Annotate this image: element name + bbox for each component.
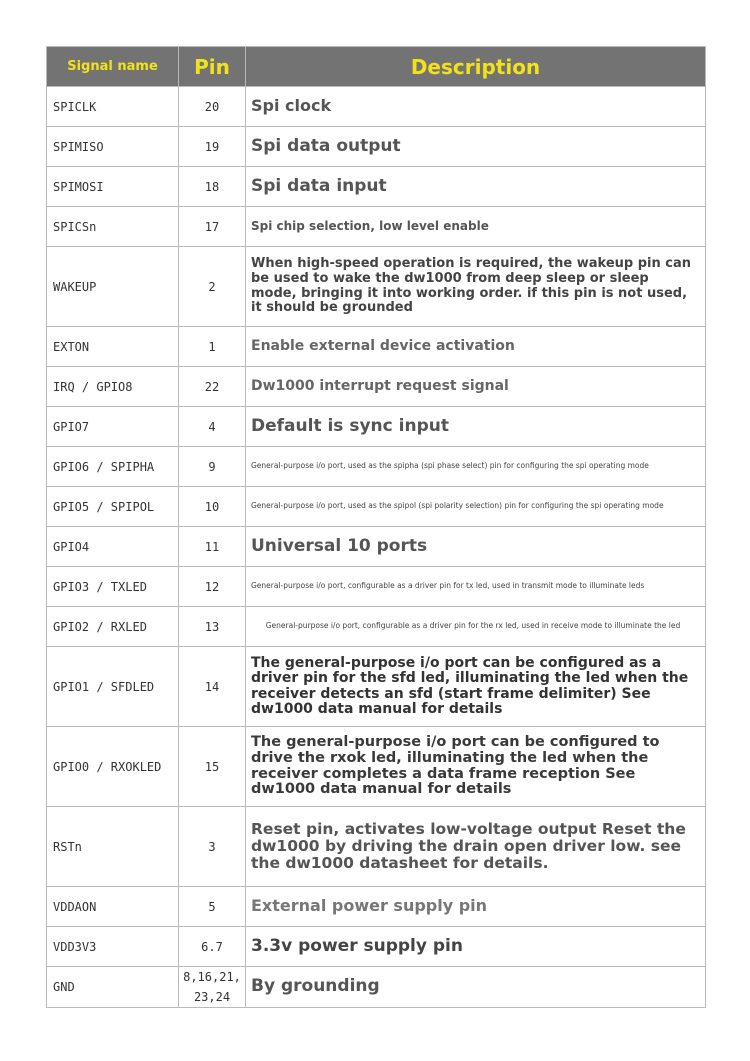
table-row [47,247,706,327]
pin-cell: 10 [179,487,246,527]
signal-name-cell: SPIMISO [47,127,179,167]
pin-cell: 17 [179,207,246,247]
table-row [47,407,706,447]
description-cell: Dw1000 interrupt request signal [246,367,706,407]
signal-name-cell: GPIO4 [47,527,179,567]
table-row [47,607,706,647]
pin-cell: 8,16,21,23,24 [179,967,246,1008]
pin-cell: 19 [179,127,246,167]
pin-cell: 20 [179,87,246,127]
pin-description-table [46,46,706,1008]
description-cell: Reset pin, activates low-voltage output Reset the dw1000 by driving the drain open driver low. see the dw1000 datasheet for details. [246,807,706,887]
pin-cell: 6.7 [179,927,246,967]
description-cell: When high-speed operation is required, the wakeup pin can be used to wake the dw1000 from deep sleep or sleep mode, bringing it into working order. if this pin is not used, it should be grounded [246,247,706,327]
header-signal-name: Signal name [47,47,179,87]
signal-name-cell: IRQ / GPIO8 [47,367,179,407]
signal-name-cell: SPICSn [47,207,179,247]
table-row [47,207,706,247]
description-cell: General-purpose i/o port, used as the spipha (spi phase select) pin for configuring the spi operating mode [246,447,706,487]
pin-cell: 22 [179,367,246,407]
table-row [47,167,706,207]
header-pin: Pin [179,47,246,87]
table-row [47,927,706,967]
table-row [47,87,706,127]
signal-name-cell: VDD3V3 [47,927,179,967]
signal-name-cell: GPIO2 / RXLED [47,607,179,647]
pin-cell: 13 [179,607,246,647]
pin-cell: 2 [179,247,246,327]
table-row [47,447,706,487]
signal-name-cell: GPIO7 [47,407,179,447]
description-cell: The general-purpose i/o port can be configured to drive the rxok led, illuminating the led when the receiver completes a data frame reception See dw1000 data manual for details [246,727,706,807]
signal-name-cell: GND [47,967,179,1008]
pin-cell: 5 [179,887,246,927]
signal-name-cell: GPIO6 / SPIPHA [47,447,179,487]
signal-name-cell: GPIO3 / TXLED [47,567,179,607]
description-cell: The general-purpose i/o port can be configured as a driver pin for the sfd led, illuminating the led when the receiver detects an sfd (start frame delimiter) See dw1000 data manual for details [246,647,706,727]
signal-name-cell: SPIMOSI [47,167,179,207]
description-cell: General-purpose i/o port, configurable as a driver pin for the rx led, used in receive mode to illuminate the led [246,607,706,647]
pin-cell: 4 [179,407,246,447]
pin-cell: 9 [179,447,246,487]
description-cell: General-purpose i/o port, configurable as a driver pin for tx led, used in transmit mode to illuminate leds [246,567,706,607]
table-row [47,727,706,807]
signal-name-cell: GPIO5 / SPIPOL [47,487,179,527]
description-cell: External power supply pin [246,887,706,927]
pin-cell: 15 [179,727,246,807]
signal-name-cell: GPIO1 / SFDLED [47,647,179,727]
pin-cell: 18 [179,167,246,207]
description-cell: Default is sync input [246,407,706,447]
signal-name-cell: GPIO0 / RXOKLED [47,727,179,807]
table-row [47,967,706,1008]
table-row [47,367,706,407]
description-cell: Enable external device activation [246,327,706,367]
table-header-row [47,47,706,87]
description-cell: By grounding [246,967,706,1008]
table-row [47,887,706,927]
pin-cell: 11 [179,527,246,567]
description-cell: 3.3v power supply pin [246,927,706,967]
pin-cell: 12 [179,567,246,607]
description-cell: Spi clock [246,87,706,127]
table-row [47,327,706,367]
pin-cell: 14 [179,647,246,727]
signal-name-cell: SPICLK [47,87,179,127]
table-row [47,567,706,607]
table-row [47,487,706,527]
description-cell: Universal 10 ports [246,527,706,567]
table-row [47,807,706,887]
description-cell: Spi chip selection, low level enable [246,207,706,247]
table-row [47,127,706,167]
description-cell: General-purpose i/o port, used as the spipol (spi polarity selection) pin for configuring the spi operating mode [246,487,706,527]
signal-name-cell: EXTON [47,327,179,367]
table-row [47,527,706,567]
table-row [47,647,706,727]
pin-cell: 3 [179,807,246,887]
signal-name-cell: WAKEUP [47,247,179,327]
pin-cell: 1 [179,327,246,367]
description-cell: Spi data output [246,127,706,167]
header-description: Description [246,47,706,87]
signal-name-cell: VDDAON [47,887,179,927]
description-cell: Spi data input [246,167,706,207]
signal-name-cell: RSTn [47,807,179,887]
